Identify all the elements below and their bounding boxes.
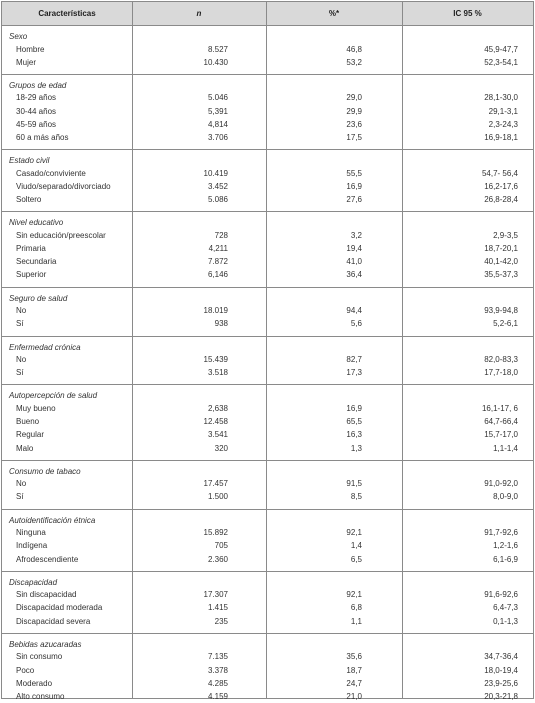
row-ci: 2,9-3,5 <box>493 230 518 240</box>
row-ci: 5,2-6,1 <box>493 319 518 329</box>
row-percent: 6,5 <box>350 554 362 564</box>
row-n: 4.285 <box>207 678 228 688</box>
section-title: Nivel educativo <box>9 218 64 228</box>
row-percent: 17,5 <box>346 133 362 142</box>
row-n: 10.430 <box>203 57 228 67</box>
row-ci: 40,1-42,0 <box>484 257 518 267</box>
row-percent: 65,5 <box>346 417 362 427</box>
row-ci: 45,9-47,7 <box>484 44 518 54</box>
row-percent: 16,9 <box>346 403 362 413</box>
row-ci: 16,9-18,1 <box>484 133 518 142</box>
row-label: Regular <box>16 430 45 440</box>
row-percent: 55,5 <box>346 168 362 178</box>
row-n: 15.439 <box>203 355 228 364</box>
row-percent: 17,3 <box>346 368 362 378</box>
row-percent: 46,8 <box>346 44 362 54</box>
row-n: 3.541 <box>207 430 228 440</box>
row-label: 30-44 años <box>16 106 57 116</box>
row-n: 1.415 <box>207 603 228 613</box>
row-ci: 23,9-25,6 <box>484 678 518 688</box>
row-percent: 92,1 <box>346 528 362 538</box>
row-percent: 27,6 <box>346 195 362 205</box>
section-separator <box>2 149 533 150</box>
row-label: Soltero <box>16 195 42 205</box>
row-percent: 82,7 <box>346 355 362 364</box>
row-ci: 16,2-17,6 <box>484 181 518 191</box>
row-percent: 21,0 <box>346 691 362 701</box>
section-separator <box>2 336 533 337</box>
row-n: 2,638 <box>207 403 228 413</box>
header-n: n <box>196 9 202 18</box>
table-row <box>2 526 533 539</box>
row-ci: 91,6-92,6 <box>484 590 518 600</box>
row-n: 938 <box>214 319 228 329</box>
row-label: Poco <box>16 665 35 675</box>
table-row <box>2 193 533 206</box>
row-ci: 35,5-37,3 <box>484 270 518 280</box>
row-percent: 16,9 <box>346 181 362 191</box>
row-label: Discapacidad severa <box>16 616 91 626</box>
section-title: Grupos de edad <box>9 80 67 90</box>
row-n: 15.892 <box>203 528 228 538</box>
row-n: 10.419 <box>203 168 228 178</box>
section-title: Consumo de tabaco <box>9 466 81 476</box>
row-n: 3.518 <box>207 368 228 378</box>
row-label: Muy bueno <box>16 403 56 413</box>
row-label: Sin educación/preescolar <box>16 230 106 240</box>
row-percent: 19,4 <box>346 244 362 253</box>
row-label: Primaria <box>16 244 46 253</box>
row-label: Bueno <box>16 417 40 427</box>
section-separator <box>2 74 533 75</box>
section-separator <box>2 571 533 572</box>
row-percent: 24,7 <box>346 678 362 688</box>
row-percent: 36,4 <box>346 270 362 280</box>
characteristics-table <box>1 1 534 699</box>
section-title: Discapacidad <box>9 577 58 587</box>
row-ci: 18,0-19,4 <box>484 665 518 675</box>
row-label: 45-59 años <box>16 119 57 129</box>
table-row <box>2 268 533 281</box>
row-percent: 5,6 <box>350 319 362 329</box>
section-title: Enfermedad crónica <box>9 342 81 352</box>
table-row <box>2 553 533 566</box>
row-percent: 41,0 <box>346 257 362 267</box>
row-percent: 3,2 <box>350 230 362 240</box>
row-n: 5.046 <box>207 93 228 103</box>
row-label: Secundaria <box>16 257 57 267</box>
table-row <box>2 180 533 193</box>
section-separator <box>2 384 533 385</box>
row-percent: 1,3 <box>350 443 362 453</box>
row-label: Moderado <box>16 678 53 688</box>
row-percent: 29,9 <box>346 106 362 116</box>
row-ci: 1,1-1,4 <box>493 443 518 453</box>
row-ci: 0,1-1,3 <box>493 616 518 626</box>
row-ci: 54,7- 56,4 <box>481 168 518 178</box>
row-ci: 15,7-17,0 <box>484 430 518 440</box>
row-percent: 8,5 <box>350 492 362 502</box>
section-separator <box>2 509 533 510</box>
table-row <box>2 428 533 441</box>
row-n: 4.159 <box>207 691 228 701</box>
row-label: Superior <box>16 270 47 280</box>
row-ci: 6,4-7,3 <box>493 603 518 613</box>
row-ci: 6,1-6,9 <box>493 554 518 564</box>
row-ci: 16,1-17, 6 <box>481 403 518 413</box>
row-ci: 91,0-92,0 <box>484 479 518 489</box>
table-row <box>2 664 533 677</box>
row-n: 4,211 <box>208 244 228 253</box>
table-row <box>2 167 533 180</box>
row-n: 5,391 <box>207 106 228 116</box>
row-label: Sin consumo <box>16 652 63 662</box>
table-row <box>2 43 533 56</box>
row-n: 705 <box>214 541 228 551</box>
table-row <box>2 402 533 415</box>
row-ci: 34,7-36,4 <box>484 652 518 662</box>
row-percent: 29,0 <box>346 93 362 103</box>
row-n: 5.086 <box>207 195 228 205</box>
row-label: Sí <box>16 492 24 502</box>
table-row <box>2 317 533 330</box>
table-row <box>2 601 533 614</box>
row-label: Casado/conviviente <box>16 168 86 178</box>
row-percent: 92,1 <box>346 590 362 600</box>
section-title: Autopercepción de salud <box>9 391 98 401</box>
row-n: 2.360 <box>207 554 228 564</box>
row-label: Indígena <box>16 541 48 551</box>
row-percent: 1,4 <box>350 541 362 551</box>
row-ci: 64,7-66,4 <box>484 417 518 427</box>
row-label: Discapacidad moderada <box>16 603 103 613</box>
row-n: 17.307 <box>203 590 228 600</box>
table-row <box>2 490 533 503</box>
table-row <box>2 615 533 628</box>
row-n: 6,146 <box>207 270 228 280</box>
section-title: Seguro de salud <box>9 293 68 303</box>
row-label: No <box>16 479 27 489</box>
row-label: Hombre <box>16 44 45 54</box>
row-percent: 23,6 <box>346 119 362 129</box>
row-label: Mujer <box>16 57 37 67</box>
table-row <box>2 650 533 663</box>
row-percent: 53,2 <box>346 57 362 67</box>
row-ci: 17,7-18,0 <box>484 368 518 378</box>
row-percent: 18,7 <box>346 665 362 675</box>
row-n: 3.378 <box>207 665 228 675</box>
row-ci: 8,0-9,0 <box>493 492 518 502</box>
row-percent: 94,4 <box>346 306 362 316</box>
row-ci: 28,1-30,0 <box>484 93 518 103</box>
row-n: 8.527 <box>207 44 228 54</box>
table-row <box>2 690 533 703</box>
row-n: 17.457 <box>203 479 228 489</box>
section-separator <box>2 287 533 288</box>
row-label: No <box>16 355 27 364</box>
header-ci: IC 95 % <box>453 9 482 18</box>
row-ci: 18,7-20,1 <box>484 244 518 253</box>
table-row <box>2 588 533 601</box>
table-row <box>2 229 533 242</box>
section-title: Bebidas azucaradas <box>9 639 82 649</box>
table-header <box>2 2 533 26</box>
table-row <box>2 677 533 690</box>
row-n: 18.019 <box>203 306 228 316</box>
table-row <box>2 118 533 131</box>
table-row <box>2 353 533 366</box>
row-label: 60 a más años <box>16 133 69 142</box>
table-row <box>2 56 533 69</box>
section-title: Autoidentificación étnica <box>9 515 96 525</box>
row-n: 7.135 <box>207 652 228 662</box>
section-separator <box>2 211 533 212</box>
row-ci: 91,7-92,6 <box>484 528 518 538</box>
row-ci: 93,9-94,8 <box>484 306 518 316</box>
table-row <box>2 242 533 255</box>
table-row <box>2 415 533 428</box>
row-n: 728 <box>214 230 228 240</box>
table-row <box>2 366 533 379</box>
row-label: 18-29 años <box>16 93 57 103</box>
row-ci: 26,8-28,4 <box>484 195 518 205</box>
row-ci: 52,3-54,1 <box>484 57 518 67</box>
row-ci: 82,0-83,3 <box>484 355 518 364</box>
table-row <box>2 477 533 490</box>
row-ci: 1,2-1,6 <box>493 541 518 551</box>
row-label: Alto consumo <box>16 691 65 701</box>
row-n: 12.458 <box>203 417 228 427</box>
row-ci: 2,3-24,3 <box>488 119 518 129</box>
table-row <box>2 105 533 118</box>
row-percent: 6,8 <box>350 603 362 613</box>
section-separator <box>2 460 533 461</box>
row-percent: 1,1 <box>350 616 362 626</box>
section-title: Estado civil <box>9 156 50 166</box>
row-label: No <box>16 306 27 316</box>
row-label: Ninguna <box>16 528 46 538</box>
table-row <box>2 131 533 144</box>
row-percent: 35,6 <box>346 652 362 662</box>
row-n: 1.500 <box>207 492 228 502</box>
row-n: 7.872 <box>207 257 228 267</box>
row-percent: 16,3 <box>346 430 362 440</box>
section-separator <box>2 633 533 634</box>
row-label: Viudo/separado/divorciado <box>16 181 111 191</box>
row-n: 235 <box>214 616 228 626</box>
row-n: 3.706 <box>207 133 228 142</box>
row-ci: 29,1-3,1 <box>488 106 518 116</box>
table-row <box>2 539 533 552</box>
row-label: Sí <box>16 368 24 378</box>
table-row <box>2 91 533 104</box>
row-n: 320 <box>214 443 228 453</box>
row-ci: 20,3-21,8 <box>484 691 518 701</box>
table-row <box>2 255 533 268</box>
table-row <box>2 442 533 455</box>
row-n: 3.452 <box>207 181 228 191</box>
row-label: Sin discapacidad <box>16 590 77 600</box>
row-label: Afrodescendiente <box>16 554 79 564</box>
row-label: Malo <box>16 443 34 453</box>
header-percent: %* <box>328 9 340 18</box>
row-percent: 91,5 <box>346 479 362 489</box>
row-n: 4,814 <box>207 119 228 129</box>
row-label: Sí <box>16 319 24 329</box>
section-title: Sexo <box>9 32 28 41</box>
table-row <box>2 304 533 317</box>
header-characteristics: Características <box>38 9 96 18</box>
